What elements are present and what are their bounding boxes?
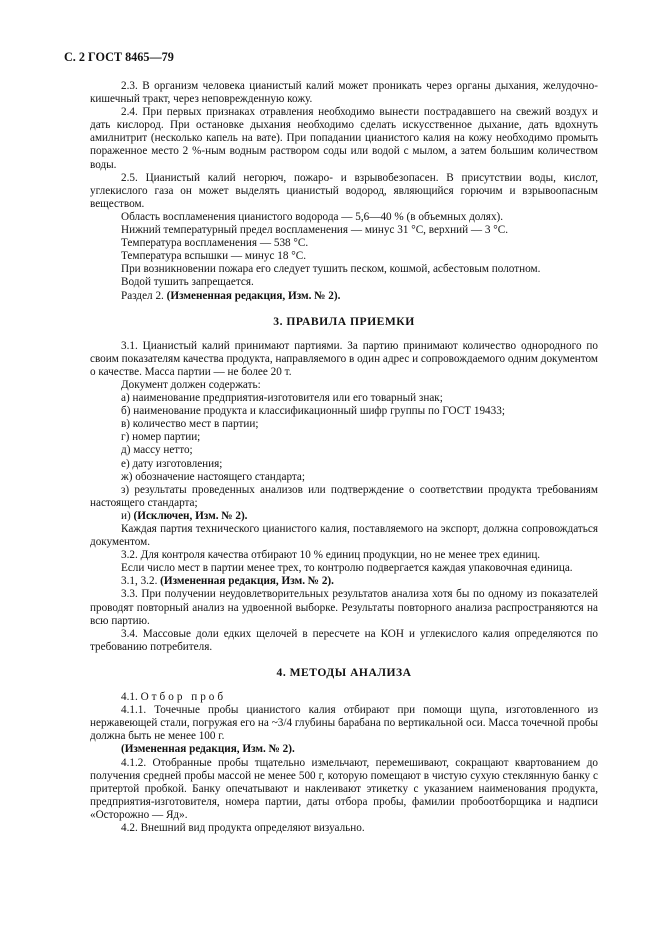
section-4-amendment: (Измененная редакция, Изм. № 2). (121, 743, 295, 756)
paragraph-4-1-title: Отбор проб (140, 691, 227, 704)
section-4-title: 4. МЕТОДЫ АНАЛИЗА (276, 665, 412, 679)
section-3-title: 3. ПРАВИЛА ПРИЕМКИ (273, 314, 415, 328)
paragraph-3-2-b: Если число мест в партии менее трех, то контролю подвергается каждая упаковочная единица. (121, 562, 573, 575)
amendment-prefix: Раздел 2. (121, 289, 164, 302)
list-item-a: а) наименование предприятия-изготовителя или его товарный знак; (121, 392, 443, 405)
paragraph-4-2: 4.2. Внешний вид продукта определяют визуально. (121, 821, 365, 834)
list-item-b: б) наименование продукта и классификационный шифр группы по ГОСТ 19433; (121, 405, 505, 418)
paragraph-4-1 (90, 691, 598, 704)
document-body (90, 80, 598, 835)
list-item-i (90, 510, 598, 523)
section-2-amendment (90, 290, 598, 303)
list-item-z: з) результаты проведенных анализов или подтверждение о соответствии продукта требованиям настоящего стандарта; (90, 483, 598, 509)
list-item-d: д) массу нетто; (121, 444, 193, 457)
amendment-note: (Измененная редакция, Изм. № 2). (166, 289, 341, 302)
ignition-temperature: Температура воспламенения — 538 °С. (121, 237, 309, 250)
paragraph-4-1-1: 4.1.1. Точечные пробы цианистого калия отбирают при помощи щупа, изготовленного из нержавеющей стали, погружая его на ~3/4 глубины барабана по вертикальной оси. Масса точечной пробы должна быть не менее 100 г. (90, 704, 598, 743)
list-item-v: в) количество мест в партии; (121, 418, 259, 431)
list-item-i-label: и) (121, 509, 131, 522)
paragraph-2-5: 2.5. Цианистый калий негорюч, пожаро- и взрывобезопасен. В присутствии воды, кислот, углекислого газа он может выделять цианистый водород, являющийся горючим и взрывоопасным веществом. (90, 171, 598, 210)
paragraph-2-3: 2.3. В организм человека цианистый калий может проникать через органы дыхания, желудочно-кишечный тракт, через неповрежденную кожу. (90, 80, 598, 106)
paragraph-3-4: 3.4. Массовые доли едких щелочей в пересчете на КОН и углекислого калия определяются по требованию потребителя. (90, 627, 598, 653)
paragraph-3-2: 3.2. Для контроля качества отбирают 10 % единиц продукции, но не менее трех единиц. (121, 549, 541, 562)
paragraph-4-1-number: 4.1. (121, 691, 138, 704)
fire-extinguish: При возникновении пожара его следует тушить песком, кошмой, асбестовым полотном. (121, 263, 541, 276)
paragraph-2-4: 2.4. При первых признаках отравления необходимо вынести пострадавшего на свежий воздух и дать кислород. При остановке дыхания необходимо сделать искусственное дыхание, дать вдохнуть амилнитрит (несколько капель на вате). При попадании цианистого калия на кожу необходимо промыть пораженное место 2 %-ным водным раствором соды или водой с мылом, а затем большим количеством воды. (90, 106, 598, 171)
list-item-zh: ж) обозначение настоящего стандарта; (121, 470, 305, 483)
document-intro: Документ должен содержать: (121, 378, 261, 391)
list-item-i-note: (Исключен, Изм. № 2). (133, 509, 248, 522)
paragraph-3-3: 3.3. При получении неудовлетворительных результатов анализа хотя бы по одному из показателей проводят повторный анализ на удвоенной выборке. Результаты повторного анализа распространяются на всю партию. (90, 588, 598, 627)
list-item-g: г) номер партии; (121, 431, 201, 444)
flash-temperature: Температура вспышки — минус 18 °С. (121, 250, 306, 263)
ignition-range: Область воспламенения цианистого водорода — 5,6—40 % (в объемных долях). (121, 210, 504, 223)
amendment-prefix: 3.1, 3.2. (121, 575, 158, 588)
paragraph-4-1-2: 4.1.2. Отобранные пробы тщательно измельчают, перемешивают, сокращают квартованием до получения средней пробы массой не менее 500 г, которую помещают в чистую сухую стеклянную банку с притертой пробкой. Банку опечатывают и наклеивают этикетку с указанием наименования продукта, предприятия-изготовителя, номера партии, даты отбора пробы, фамилии пробоотборщика и надписи «Осторожно — Яд». (90, 756, 598, 821)
list-item-e: е) дату изготовления; (121, 457, 223, 470)
export-paragraph: Каждая партия технического цианистого калия, поставляемого на экспорт, должна сопровождаться документом. (90, 523, 598, 549)
paragraph-3-1: 3.1. Цианистый калий принимают партиями. За партию принимают количество однородного по своим показателям качества продукта, направляемого в один адрес и сопровождаемого одним документом о качестве. Масса партии — не более 20 т. (90, 339, 598, 378)
section-3-amendment (90, 575, 598, 588)
amendment-note: (Измененная редакция, Изм. № 2). (160, 575, 334, 588)
temperature-limit: Нижний температурный предел воспламенения — минус 31 °С, верхний — 3 °С. (121, 224, 509, 237)
page-header: С. 2 ГОСТ 8465—79 (64, 50, 174, 64)
water-forbidden: Водой тушить запрещается. (121, 276, 254, 289)
